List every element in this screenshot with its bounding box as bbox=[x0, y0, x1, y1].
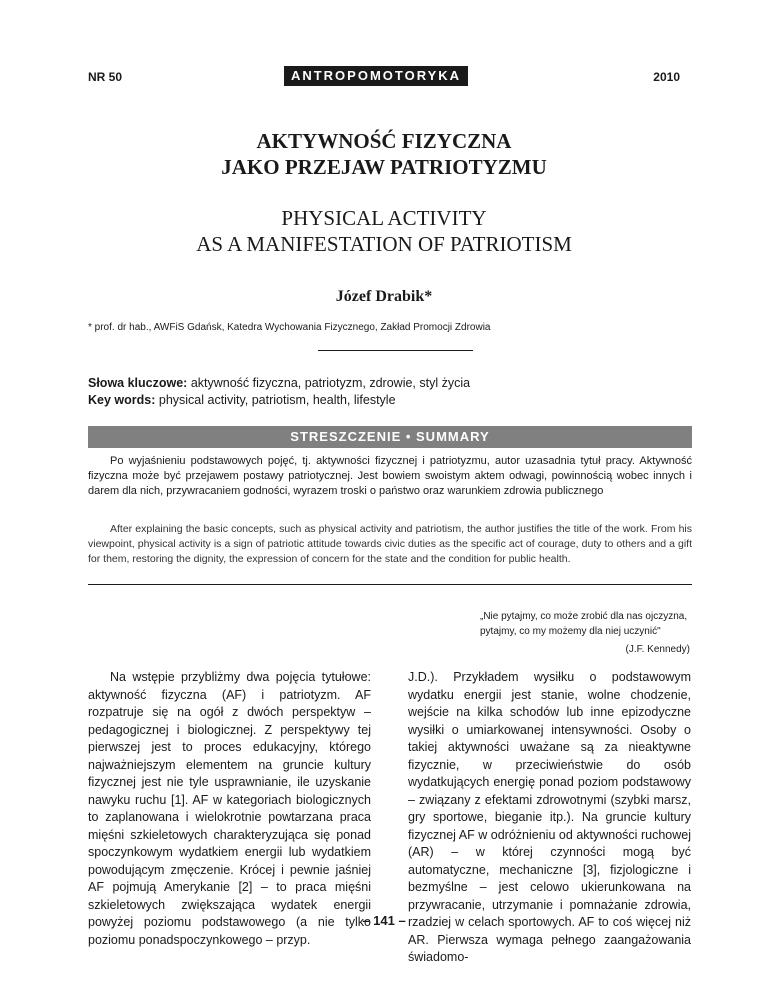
quote-line1: „Nie pytajmy, co może zrobić dla nas ojczyzna, bbox=[480, 611, 688, 622]
publication-year: 2010 bbox=[653, 70, 680, 84]
divider-long bbox=[88, 584, 692, 585]
summary-heading: STRESZCZENIE • SUMMARY bbox=[88, 426, 692, 448]
author-affiliation: * prof. dr hab., AWFiS Gdańsk, Katedra Wychowania Fizycznego, Zakład Promocji Zdrowia bbox=[88, 322, 491, 333]
title-english-line1: PHYSICAL ACTIVITY bbox=[281, 206, 487, 230]
issue-number: NR 50 bbox=[88, 70, 123, 84]
body-column-right: J.D.). Przykładem wysiłku o podstawowym wydatku energii jest stanie, wolne chodzenie, wejście na kilka schodów lub inne epizodyczne wysiłki o umiarkowanej intensywności. Osoby o takiej aktywności uważane są za nieaktywne fizycznie, w przeciwieństwie do osób wydatkujących energię ponad poziom podstawowy – związany z efektami zdrowotnymi (szybki marsz, gry sportowe, bieganie itp.). Na gruncie kultury fizycznej AF w odróżnieniu od aktywności ruchowej (AR) – w której czynności mogą być automatyczne, mechaniczne [3], fizjologiczne i bezmyślne – jest celowo ukierunkowana na przywracanie, utrzymanie i pomnażanie zdrowia, rzadziej w celach sportowych. AF to coś więcej niż AR. Pierwsza wymaga pełnego zaangażowania świadomo- bbox=[408, 670, 691, 964]
body-column-left: Na wstępie przybliżmy dwa pojęcia tytułowe: aktywność fizyczna (AF) i patriotyzm. AF rozpatruje się na ogół z dwóch perspektyw – pedagogicznej i biologicznej. Z perspektywy tej pierwszej jest to proces edukacyjny, którego najważniejszym elementem na gruncie kultury fizycznej jest nie tyle usprawnianie, ile uzyskanie nawyku ruchu [1]. AF w kategoriach biologicznych to zaplanowana i wielokrotnie powtarzana praca mięśni szkieletowych charakteryzująca się ponad spoczynkowym wydatkiem energii lub wydatkiem powodującym zmęczenie. Krócej i pewnie jaśniej AF pojmują Amerykanie [2] – to praca mięśni szkieletowych zwiększająca wydatek energii powyżej poziomu podstawowego (a nie tylko poziomu ponadspoczynkowego – przyp. bbox=[88, 670, 371, 947]
keywords-polish-text: aktywność fizyczna, patriotyzm, zdrowie, styl życia bbox=[187, 376, 471, 390]
keywords-english-text: physical activity, patriotism, health, lifestyle bbox=[155, 393, 396, 407]
title-polish-line2: JAKO PRZEJAW PATRIOTYZMU bbox=[221, 155, 547, 179]
keywords-english-label: Key words: bbox=[88, 393, 156, 407]
keywords-polish-label: Słowa kluczowe: bbox=[88, 376, 188, 390]
title-polish-line1: AKTYWNOŚĆ FIZYCZNA bbox=[256, 129, 512, 153]
author-name: Józef Drabik* bbox=[335, 288, 433, 305]
title-english bbox=[0, 205, 768, 257]
keywords-english bbox=[88, 393, 396, 407]
divider-short bbox=[318, 350, 473, 351]
keywords-polish bbox=[88, 376, 470, 390]
abstract-english: After explaining the basic concepts, such as physical activity and patriotism, the author justifies the title of the work. From his viewpoint, physical activity is a sign of patriotic attitude towards civic duties as the specific act of courage, duty to others and a gift for them, restoring the dignity, the expression of concern for the state and the condition for public health. bbox=[88, 523, 692, 565]
quote-source: (J.F. Kennedy) bbox=[625, 644, 690, 655]
epigraph-quote bbox=[480, 609, 690, 657]
journal-name-banner: ANTROPOMOTORYKA bbox=[284, 66, 468, 86]
page-number: – 141 – bbox=[362, 913, 406, 928]
abstract-polish: Po wyjaśnieniu podstawowych pojęć, tj. aktywności fizycznej i patriotyzmu, autor uzasadnia tytuł pracy. Aktywność fizyczna może być przejawem postawy patriotycznej. Jest bowiem swoistym aktem odwagi, powinnością wobec innych i darem dla nich, przywracaniem godności, wyrazem troski o państwo oraz warunkiem zdrowia publicznego bbox=[88, 455, 692, 497]
quote-line2: pytajmy, co my możemy dla niej uczynić" bbox=[480, 626, 661, 637]
title-english-line2: AS A MANIFESTATION OF PATRIOTISM bbox=[196, 232, 572, 256]
title-polish bbox=[0, 128, 768, 180]
